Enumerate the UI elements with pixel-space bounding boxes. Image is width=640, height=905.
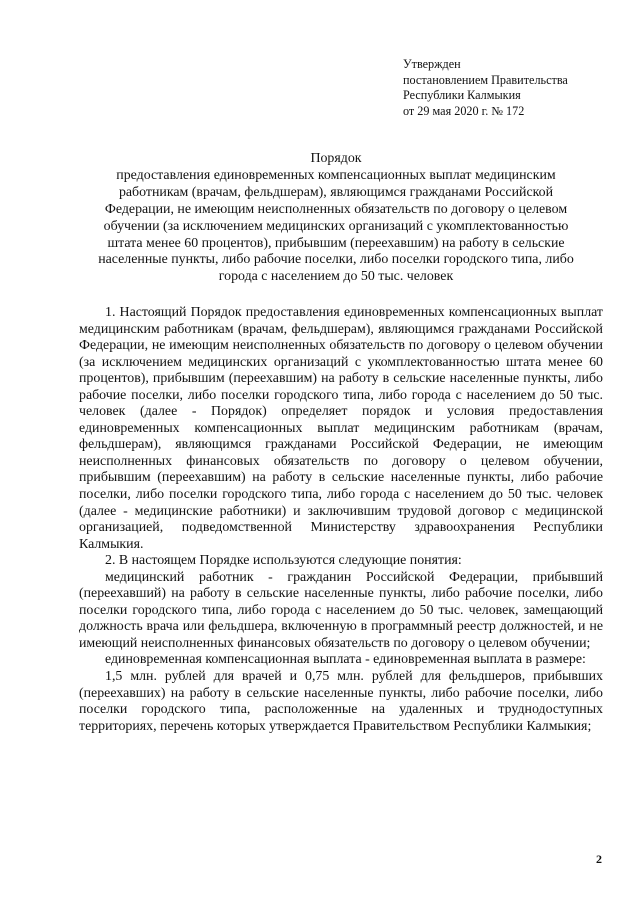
approval-stamp: [403, 57, 568, 119]
approval-line: постановлением Правительства: [403, 72, 568, 87]
title-line: предоставления единовременных компенсационных выплат медицинским: [116, 167, 556, 183]
page-number: 2: [596, 852, 602, 866]
definition-compensation-payment: единовременная компенсационная выплата - единовременная выплата в размере:: [105, 652, 586, 668]
document-title: [68, 151, 604, 286]
document-body: [79, 305, 603, 735]
title-line: Федерации, не имеющим неисполненных обязательств по договору о целевом: [104, 201, 568, 217]
title-heading: Порядок: [310, 151, 362, 166]
definition-medical-worker: медицинский работник - гражданин Российской Федерации, прибывший (переехавший) на работу в сельские населенные пункты, либо рабочие поселки, либо поселки городского типа, либо города с населением до 50 тыс. человек, замещающий должность врача или фельдшера, включенную в программный реестр должностей, и не имеющий неисполненных финансовых обязательств по договору о целевом обучении;: [79, 569, 603, 651]
title-line: населенные пункты, либо рабочие поселки, либо поселки городского типа, либо: [98, 252, 574, 268]
title-line: работникам (врачам, фельдшерам), являющимся гражданами Российской: [118, 184, 554, 200]
title-line: штата менее 60 процентов), прибывшим (переехавшим) на работу в сельские: [107, 235, 565, 251]
title-line: города с населением до 50 тыс. человек: [218, 269, 454, 285]
payment-amount-item: 1,5 млн. рублей для врачей и 0,75 млн. рублей для фельдшеров, прибывших (переехавших) на работу в сельские населенные пункты, либо рабочие поселки, либо поселки городского типа, расположенные на удаленных и труднодоступных территориях, перечень которых утверждается Правительством Республики Калмыкия;: [79, 669, 603, 734]
approval-line: Республики Калмыкия: [403, 88, 521, 103]
paragraph-2: 2. В настоящем Порядке используются следующие понятия:: [105, 553, 462, 569]
title-line: обучении (за исключением медицинских организаций с укомплектованностью: [103, 218, 569, 234]
approval-line: от 29 мая 2020 г. № 172: [403, 103, 525, 118]
paragraph-1: 1. Настоящий Порядок предоставления единовременных компенсационных выплат медицинским работникам (врачам, фельдшерам), являющимся гражданами Российской Федерации, не имеющим неисполненных обязательств по договору о целевом обучении (за исключением медицинских организаций с укомплектованностью штата менее 60 процентов), прибывшим (переехавшим) на работу в сельские населенные пункты, либо рабочие поселки, либо поселки городского типа, либо города с населением до 50 тыс. человек (далее - Порядок) определяет порядок и условия предоставления единовременных компенсационных выплат медицинским работникам (врачам, фельдшерам), являющимся гражданами Российской Федерации, не имеющим неисполненных финансовых обязательств по договору о целевом обучении, прибывшим (переехавшим) на работу в сельские населенные пункты, либо рабочие поселки, либо поселки городского типа, либо города с населением до 50 тыс. человек (далее - медицинские работники) и заключившим трудовой договор с медицинской организацией, подведомственной Министерству здравоохранения Республики Калмыкия.: [79, 305, 603, 552]
approval-line: Утвержден: [403, 57, 461, 71]
